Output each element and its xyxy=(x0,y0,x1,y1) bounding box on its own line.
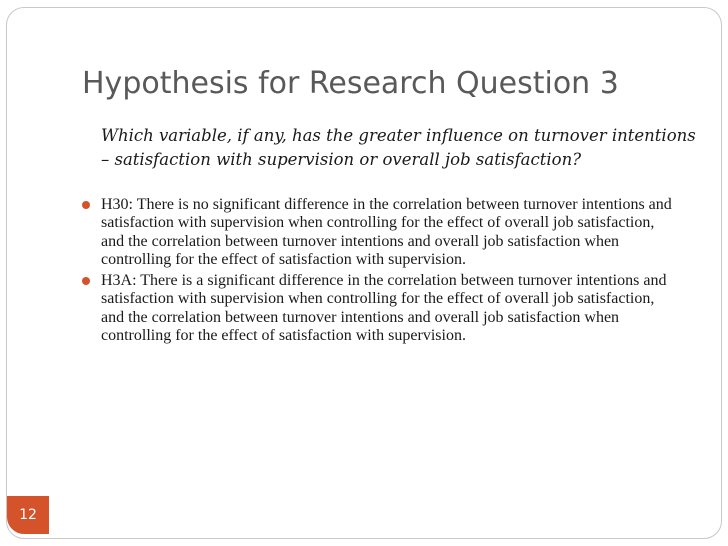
hypothesis-alternative xyxy=(80,272,680,345)
bullet-dot-icon xyxy=(82,277,90,285)
slide-title: Hypothesis for Research Question 3 xyxy=(82,66,619,101)
hypothesis-null-text: H30: There is no significant difference in the correlation between turnover intentions and satisfaction with supervision when controlling for the effect of overall job satisfaction, and the correlation between turnover intentions and overall job satisfaction when controlling for the effect of satisfaction with supervision. xyxy=(101,196,672,268)
hypothesis-alternative-text: H3A: There is a significant difference in the correlation between turnover intentions and satisfaction with supervision when controlling for the effect of overall job satisfaction, and the correlation between turnover intentions and overall job satisfaction when controlling for the effect of satisfaction with supervision. xyxy=(101,272,667,345)
research-question: Which variable, if any, has the greater influence on turnover intentions – satisfaction with supervision or overall job satisfaction? xyxy=(101,126,696,169)
hypothesis-list xyxy=(80,196,680,348)
bullet-dot-icon xyxy=(82,201,90,209)
hypothesis-null xyxy=(80,196,680,269)
page-number-badge: 12 xyxy=(7,496,49,534)
